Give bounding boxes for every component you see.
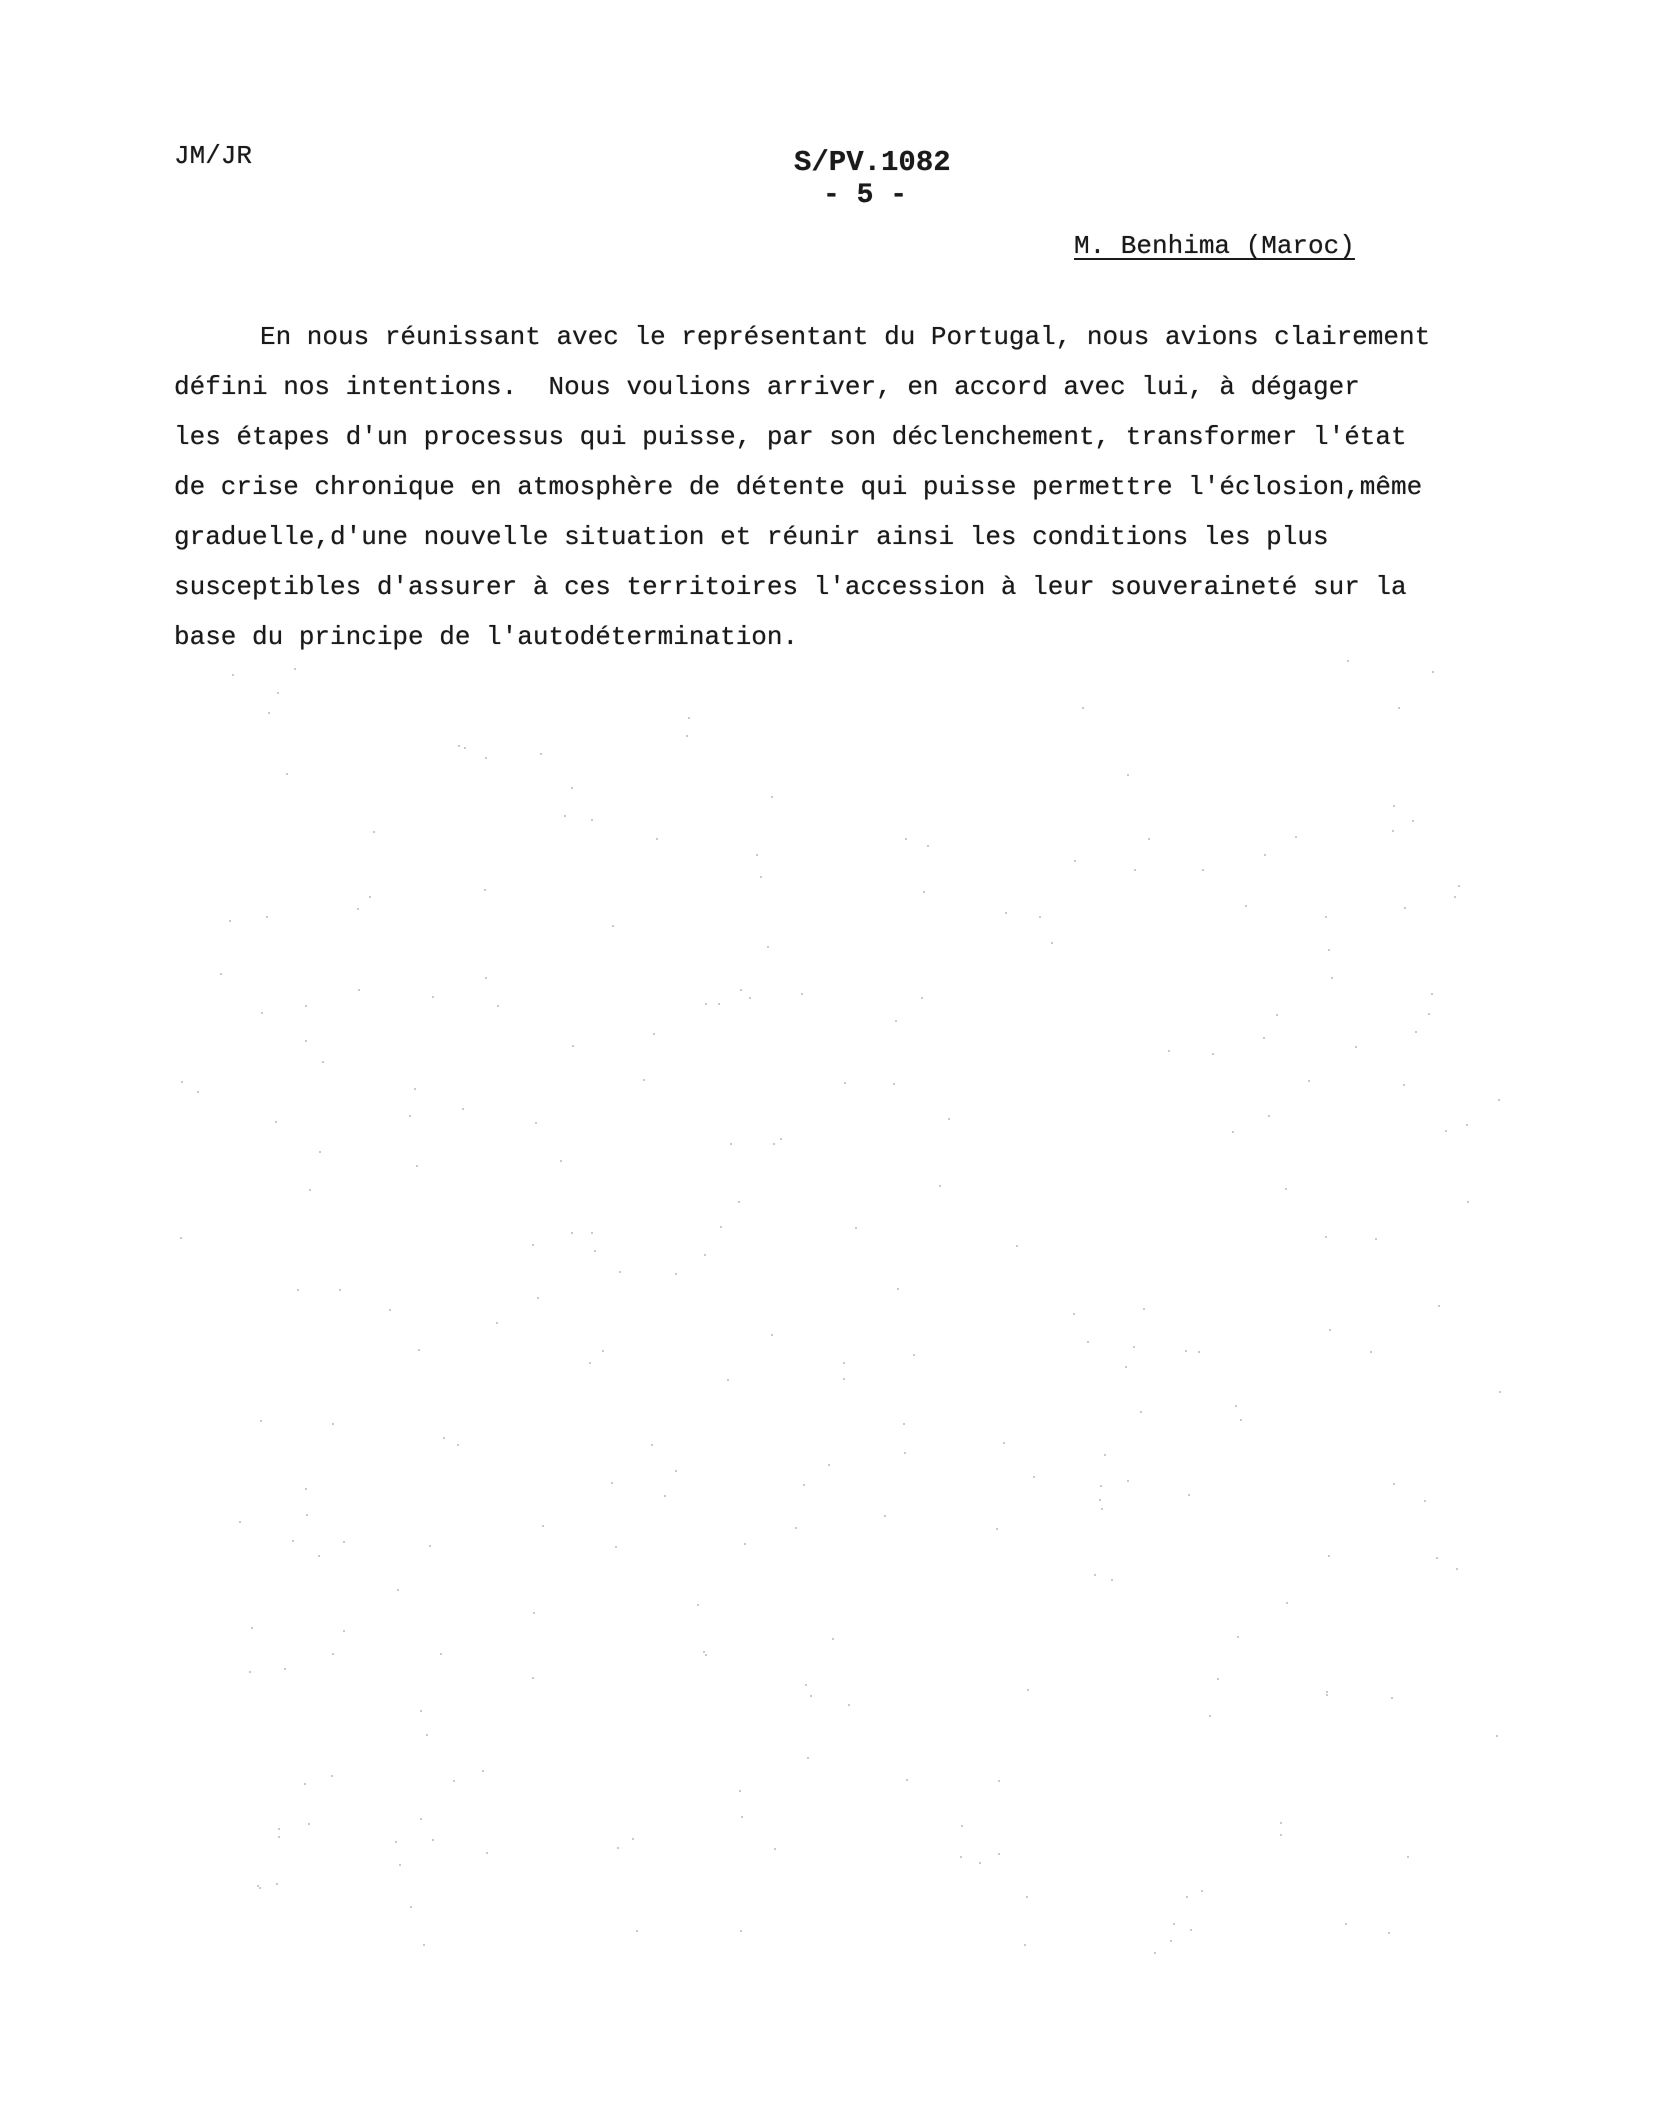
scan-speck	[389, 1309, 391, 1311]
scan-speck	[1432, 671, 1434, 673]
scan-speck	[482, 1770, 484, 1772]
scan-speck	[1391, 1697, 1393, 1699]
scan-speck	[832, 1638, 834, 1640]
scan-speck	[923, 891, 925, 893]
scan-speck	[1498, 1099, 1500, 1101]
scan-speck	[1355, 1046, 1357, 1048]
scan-speck	[771, 796, 773, 798]
scan-speck	[564, 815, 566, 817]
scan-speck	[739, 1790, 741, 1792]
scan-speck	[432, 1839, 434, 1841]
scan-speck	[1100, 1485, 1102, 1487]
scan-speck	[615, 1546, 617, 1548]
scan-speck	[895, 1020, 897, 1022]
scan-speck	[948, 1118, 950, 1120]
scan-speck	[705, 1654, 707, 1656]
scan-speck	[1268, 1115, 1270, 1117]
scan-speck	[266, 916, 268, 918]
scan-speck	[801, 993, 803, 995]
scan-speck	[1148, 838, 1150, 840]
scan-speck	[1286, 1602, 1288, 1604]
scan-speck	[1133, 1346, 1135, 1348]
scan-speck	[1388, 1932, 1390, 1934]
scan-speck	[906, 1779, 908, 1781]
scan-speck	[664, 1495, 666, 1497]
scan-speck	[1329, 1329, 1331, 1331]
scan-speck	[807, 1757, 809, 1759]
scan-speck	[718, 1003, 720, 1005]
scan-speck	[1325, 916, 1327, 918]
scan-speck	[998, 1780, 1000, 1782]
scan-speck	[686, 735, 688, 737]
scan-speck	[1308, 1080, 1310, 1082]
scan-speck	[305, 1005, 307, 1007]
scan-speck	[180, 1237, 182, 1239]
scan-speck	[656, 838, 658, 840]
scan-speck	[897, 1288, 899, 1290]
scan-speck	[278, 1828, 280, 1830]
scan-speck	[540, 753, 542, 755]
scan-speck	[1185, 1350, 1187, 1352]
scan-speck	[1073, 1313, 1075, 1315]
scan-speck	[1345, 1923, 1347, 1925]
scan-speck	[1276, 1014, 1278, 1016]
scan-speck	[306, 1514, 308, 1516]
scan-speck	[905, 838, 907, 840]
scan-speck	[636, 1930, 638, 1932]
scan-speck	[675, 1470, 677, 1472]
scan-speck	[1026, 1896, 1028, 1898]
scan-speck	[533, 1612, 535, 1614]
scan-speck	[278, 1836, 280, 1838]
scan-speck	[1154, 1952, 1156, 1954]
scan-speck	[703, 1651, 705, 1653]
scan-speck	[756, 854, 758, 856]
scan-speck	[1328, 949, 1330, 951]
paragraph-line: En nous réunissant avec le représentant du Portugal, nous avions clairement	[260, 322, 1431, 352]
scan-speck	[535, 1122, 537, 1124]
scan-speck	[727, 1379, 729, 1381]
scan-speck	[741, 1816, 743, 1818]
scan-speck	[828, 1464, 830, 1466]
scan-speck	[1499, 1391, 1501, 1393]
scan-speck	[1202, 869, 1204, 871]
scan-speck	[259, 1887, 261, 1889]
scan-speck	[268, 712, 270, 714]
scan-speck	[1404, 907, 1406, 909]
scan-speck	[740, 1930, 742, 1932]
scan-speck	[913, 1354, 915, 1356]
scan-speck	[1209, 1715, 1211, 1717]
scan-speck	[960, 1856, 962, 1858]
scan-speck	[261, 1012, 263, 1014]
scan-speck	[730, 1143, 732, 1145]
scan-speck	[773, 1143, 775, 1145]
page-number: - 5 -	[823, 180, 908, 211]
scan-speck	[1240, 1419, 1242, 1421]
scan-speck	[1245, 905, 1247, 907]
scan-speck	[848, 1704, 850, 1706]
scan-speck	[537, 1297, 539, 1299]
scan-speck	[1082, 707, 1084, 709]
scan-speck	[1051, 942, 1053, 944]
document-symbol: S/PV.1082	[794, 146, 951, 179]
scan-speck	[843, 1362, 845, 1364]
scan-speck	[904, 1452, 906, 1454]
scan-speck	[571, 787, 573, 789]
scan-speck	[275, 1121, 277, 1123]
scan-speck	[591, 819, 593, 821]
scan-speck	[1458, 885, 1460, 887]
scan-speck	[697, 1604, 699, 1606]
scan-speck	[1436, 1557, 1438, 1559]
scan-speck	[843, 1378, 845, 1380]
scan-speck	[1375, 1238, 1377, 1240]
scan-speck	[1412, 820, 1414, 822]
scan-speck	[760, 876, 762, 878]
scan-speck	[343, 1541, 345, 1543]
scan-speck	[229, 920, 231, 922]
speech-paragraph	[174, 312, 1514, 662]
scan-speck	[485, 977, 487, 979]
scan-speck	[429, 1545, 431, 1547]
scan-speck	[432, 996, 434, 998]
scan-speck	[643, 1079, 645, 1081]
scan-speck	[358, 989, 360, 991]
scan-speck	[921, 997, 923, 999]
paragraph-line: les étapes d'un processus qui puisse, par son déclenchement, transformer l'état	[174, 422, 1407, 452]
paragraph-line: défini nos intentions. Nous voulions arriver, en accord avec lui, à dégager	[174, 372, 1360, 402]
scan-speck	[440, 1653, 442, 1655]
scan-speck	[1099, 1499, 1101, 1501]
scan-speck	[1039, 916, 1041, 918]
scan-speck	[653, 1033, 655, 1035]
scan-speck	[705, 1003, 707, 1005]
scan-speck	[632, 1838, 634, 1840]
scan-speck	[1212, 1053, 1214, 1055]
scan-speck	[1393, 1483, 1395, 1485]
scan-speck	[1347, 660, 1349, 662]
scan-speck	[332, 1423, 334, 1425]
scan-speck	[1168, 1050, 1170, 1052]
scan-speck	[426, 1734, 428, 1736]
paragraph-line: de crise chronique en atmosphère de détente qui puisse permettre l'éclosion,même	[174, 472, 1423, 502]
scan-speck	[1285, 1188, 1287, 1190]
scan-speck	[1173, 1923, 1175, 1925]
scan-speck	[309, 1189, 311, 1191]
scan-speck	[1325, 1236, 1327, 1238]
scan-speck	[1003, 1442, 1005, 1444]
scan-speck	[619, 1271, 621, 1273]
scan-speck	[1466, 1124, 1468, 1126]
scan-speck	[484, 889, 486, 891]
scan-speck	[1331, 977, 1333, 979]
scan-speck	[1445, 1130, 1447, 1132]
scan-speck	[1280, 1822, 1282, 1824]
scan-speck	[589, 1362, 591, 1364]
scan-speck	[1186, 1896, 1188, 1898]
scan-speck	[485, 757, 487, 759]
scan-speck	[1027, 1689, 1029, 1691]
scan-speck	[749, 997, 751, 999]
scan-speck	[1232, 1131, 1234, 1133]
speaker-name: M. Benhima (Maroc)	[1074, 231, 1355, 261]
scan-speck	[532, 1244, 534, 1246]
scan-speck	[803, 1484, 805, 1486]
scan-speck	[893, 1083, 895, 1085]
scan-speck	[1415, 1031, 1417, 1033]
scan-speck	[602, 1350, 604, 1352]
scan-speck	[767, 946, 769, 948]
scan-speck	[220, 973, 222, 975]
scan-speck	[572, 1045, 574, 1047]
paragraph-line: susceptibles d'assurer à ces territoires l'accession à leur souveraineté sur la	[174, 572, 1407, 602]
scan-speck	[844, 1082, 846, 1084]
scan-speck	[1428, 1013, 1430, 1015]
scan-speck	[1074, 860, 1076, 862]
scan-speck	[1087, 1341, 1089, 1343]
scan-speck	[369, 896, 371, 898]
scan-speck	[357, 908, 359, 910]
scan-speck	[1170, 1940, 1172, 1942]
scan-speck	[464, 747, 466, 749]
scan-speck	[571, 1232, 573, 1234]
scan-speck	[720, 1226, 722, 1228]
scan-speck	[397, 1589, 399, 1591]
scan-speck	[884, 1515, 886, 1517]
scan-speck	[1198, 1351, 1200, 1353]
scan-speck	[688, 717, 690, 719]
scan-speck	[399, 1864, 401, 1866]
scan-speck	[1454, 896, 1456, 898]
scan-speck	[423, 1944, 425, 1946]
scan-speck	[1005, 912, 1007, 914]
scan-speck	[1370, 1351, 1372, 1353]
scan-speck	[1328, 1555, 1330, 1557]
scan-speck	[1438, 1305, 1440, 1307]
scan-speck	[591, 1232, 593, 1234]
scan-speck	[239, 1521, 241, 1523]
scan-speck	[197, 1091, 199, 1093]
scan-speck	[497, 1005, 499, 1007]
scan-speck	[617, 1847, 619, 1849]
scan-speck	[286, 773, 288, 775]
scan-speck	[486, 1852, 488, 1854]
scan-speck	[305, 1040, 307, 1042]
scan-speck	[738, 1201, 740, 1203]
scan-speck	[1467, 1201, 1469, 1203]
scan-speck	[612, 925, 614, 927]
scan-speck	[1326, 1691, 1328, 1693]
scan-speck	[410, 1906, 412, 1908]
scan-speck	[416, 1165, 418, 1167]
scan-speck	[1393, 805, 1395, 807]
scan-speck	[1237, 1636, 1239, 1638]
scan-speck	[1188, 1494, 1190, 1496]
scan-speck	[462, 1108, 464, 1110]
scan-speck	[675, 1273, 677, 1275]
scan-speck	[1143, 1308, 1145, 1310]
scan-speck	[810, 1695, 812, 1697]
scan-speck	[232, 674, 234, 676]
scan-speck	[251, 1627, 253, 1629]
scan-speck	[1326, 1694, 1328, 1696]
scan-speck	[294, 668, 296, 670]
scan-speck	[331, 1775, 333, 1777]
scan-speck	[292, 1540, 294, 1542]
scan-speck	[1264, 854, 1266, 856]
scan-speck	[744, 1543, 746, 1545]
scan-speck	[998, 1853, 1000, 1855]
scan-speck	[1424, 1500, 1426, 1502]
scan-speck	[1104, 1454, 1106, 1456]
scan-speck	[903, 1423, 905, 1425]
scan-speck	[305, 1488, 307, 1490]
scan-speck	[1134, 869, 1136, 871]
scan-speck	[1392, 830, 1394, 832]
scan-speck	[420, 1710, 422, 1712]
scan-speck	[704, 1254, 706, 1256]
scan-speck	[318, 1555, 320, 1557]
scan-speck	[1140, 1411, 1142, 1413]
scan-speck	[181, 1081, 183, 1083]
scan-speck	[284, 1668, 286, 1670]
scan-speck	[1024, 1944, 1026, 1946]
scan-speck	[1033, 1476, 1035, 1478]
scan-speck	[1094, 1574, 1096, 1576]
scan-speck	[961, 1825, 963, 1827]
scan-speck	[1235, 1405, 1237, 1407]
scan-speck	[855, 1227, 857, 1229]
scan-speck	[1407, 1856, 1409, 1858]
scan-speck	[414, 1088, 416, 1090]
scan-speck	[774, 1848, 776, 1850]
scan-speck	[1101, 1508, 1103, 1510]
scan-speck	[277, 692, 279, 694]
scan-speck	[418, 1349, 420, 1351]
scan-speck	[1496, 1735, 1498, 1737]
scan-speck	[332, 1653, 334, 1655]
scan-speck	[420, 1818, 422, 1820]
scan-speck	[308, 1823, 310, 1825]
typist-initials: JM/JR	[174, 141, 253, 171]
scan-speck	[1217, 1678, 1219, 1680]
scan-speck	[276, 1883, 278, 1885]
scan-speck	[319, 1151, 321, 1153]
scan-speck	[1127, 1480, 1129, 1482]
scan-speck	[532, 1677, 534, 1679]
scan-speck	[1456, 1568, 1458, 1570]
scan-speck	[1431, 993, 1433, 995]
scan-speck	[740, 989, 742, 991]
scan-speck	[453, 1780, 455, 1782]
scan-speck	[1111, 1579, 1113, 1581]
scan-speck	[805, 1684, 807, 1686]
scan-speck	[458, 745, 460, 747]
scan-speck	[927, 845, 929, 847]
scan-speck	[297, 1289, 299, 1291]
scan-speck	[339, 1289, 341, 1291]
scan-speck	[343, 1630, 345, 1632]
scan-speck	[939, 1185, 941, 1187]
scan-speck	[560, 1160, 562, 1162]
scan-speck	[457, 1444, 459, 1446]
scan-speck	[260, 1420, 262, 1422]
scan-speck	[443, 1437, 445, 1439]
scan-speck	[611, 1482, 613, 1484]
scan-speck	[594, 1250, 596, 1252]
scan-speck	[304, 1783, 306, 1785]
scan-speck	[373, 831, 375, 833]
paragraph-line: graduelle,d'une nouvelle situation et réunir ainsi les conditions les plus	[174, 522, 1329, 552]
scan-speck	[651, 1444, 653, 1446]
scan-speck	[1125, 1366, 1127, 1368]
scan-speck	[257, 1885, 259, 1887]
scan-speck	[1280, 1834, 1282, 1836]
scan-speck	[542, 1525, 544, 1527]
scan-speck	[771, 1334, 773, 1336]
scan-speck	[496, 1322, 498, 1324]
scan-speck	[795, 1527, 797, 1529]
scan-speck	[1403, 1084, 1405, 1086]
scan-speck	[322, 1061, 324, 1063]
scan-speck	[1398, 707, 1400, 709]
scan-speck	[1190, 1929, 1192, 1931]
scan-speck	[395, 1841, 397, 1843]
scan-speck	[979, 1862, 981, 1864]
scan-speck	[780, 1138, 782, 1140]
paragraph-line: base du principe de l'autodétermination.	[174, 622, 799, 652]
scan-speck	[1201, 1890, 1203, 1892]
scan-speck	[409, 1115, 411, 1117]
scan-speck	[1295, 836, 1297, 838]
scan-speck	[1127, 774, 1129, 776]
scan-speck	[249, 1671, 251, 1673]
scan-speck	[996, 1528, 998, 1530]
scan-speck	[1263, 1037, 1265, 1039]
scan-speck	[1016, 1245, 1018, 1247]
